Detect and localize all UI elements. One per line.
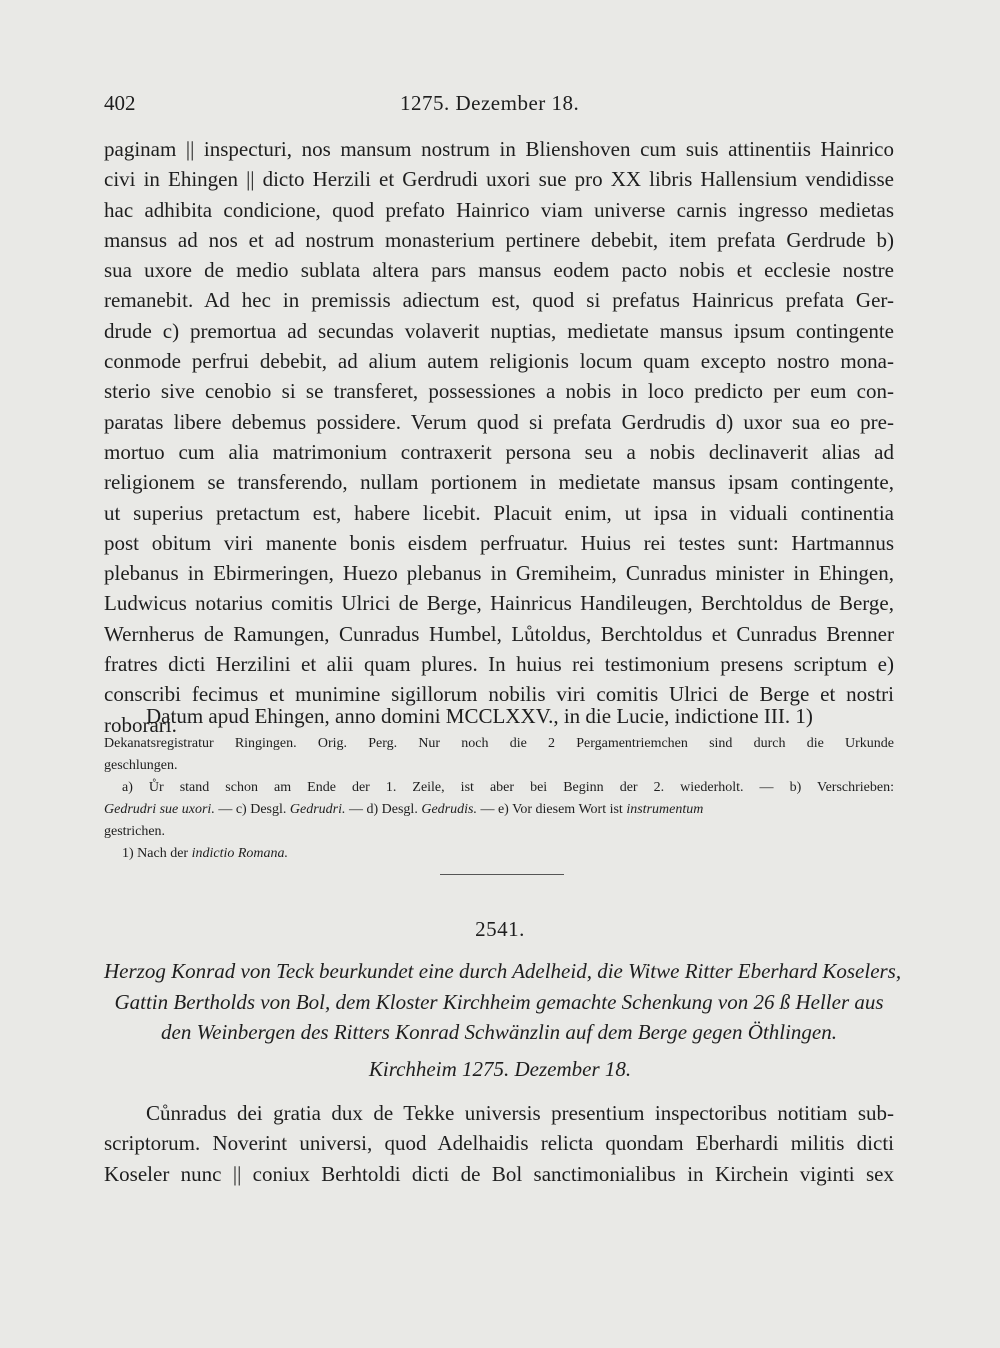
text-line: hac adhibita condicione, quod prefato Hainrico viam universe carnis ingresso medietas (104, 197, 894, 222)
footnote-bcde (104, 799, 894, 821)
text-line: fratres dicti Herzilini et alii quam plures. In huius rei testimonium presens scriptum e) (104, 652, 894, 677)
text-line: sua uxore de medio sublata altera pars mansus eodem pacto nobis et ecclesie nostre (104, 258, 894, 283)
text-line: post obitum viri manente bonis eisdem perfruatur. Huius rei testes sunt: Hartmannus (104, 530, 894, 555)
regest-line: den Weinbergen des Ritters Konrad Schwänzlin auf dem Berge gegen Öthlingen. (161, 1020, 837, 1044)
text-line: Ludwicus notarius comitis Ulrici de Berge, Hainricus Handileugen, Berchtoldus de Berge, (104, 591, 894, 616)
text-line: roborari. (104, 712, 177, 737)
footnote-e-end: gestrichen. (104, 824, 166, 839)
place-date: Kirchheim 1275. Dezember 18. (368, 1057, 632, 1081)
source-note-end: geschlungen. (104, 758, 178, 773)
footnote-1-text: indictio Romana. (191, 846, 289, 861)
footnote-d-label: — d) Desgl. (345, 802, 422, 817)
regest-line: Gattin Bertholds von Bol, dem Kloster Kirchheim gemachte Schenkung von 26 ß Heller aus (114, 989, 884, 1014)
text-line: Koseler nunc || coniux Berhtoldi dicti de Bol sanctimonialibus in Kirchein viginti sex (104, 1161, 894, 1186)
text-line: plebanus in Ebirmeringen, Huezo plebanus in Gremiheim, Cunradus minister in Ehingen, (104, 561, 894, 586)
text-line: remanebit. Ad hec in premissis adiectum est, quod si prefatus Hainricus prefata Ger- (104, 288, 894, 313)
footnote-1-label: 1) Nach der (122, 846, 192, 861)
footnote-d-text: Gedrudis. (421, 802, 477, 817)
text-line: civi in Ehingen || dicto Herzili et Gerdrudi uxori sue pro XX libris Hallensium vendidisse (104, 167, 894, 192)
dating-clause: Datum apud Ehingen, anno domini MCCLXXV., in die Lucie, indictione III. 1) (146, 704, 813, 728)
footnote-e-text: instrumentum (626, 802, 704, 817)
footnotes (104, 733, 894, 865)
footnote-c-label: — c) Desgl. (214, 802, 290, 817)
text-line: conscribi fecimus et munimine sigillorum nobilis viri comitis Ulrici de Berge et nostri (104, 682, 894, 707)
charter-text-2 (104, 1098, 894, 1189)
section-divider (440, 874, 564, 875)
footnote-1 (104, 843, 894, 865)
regest-line: Herzog Konrad von Teck beurkundet eine durch Adelheid, die Witwe Ritter Eberhard Koselers, (104, 959, 902, 983)
text-line: mortuo cum alia matrimonium contraxerit persona seu a nobis declinaverit alias ad (104, 439, 894, 464)
footnote-a: a) Ůr stand schon am Ende der 1. Zeile, ist aber bei Beginn der 2. wiederholt. — b) Verschrieben: (122, 780, 894, 795)
text-line: mansus ad nos et ad nostrum monasterium pertinere debebit, item prefata Gerdrude b) (104, 227, 894, 252)
document-number: 2541. (475, 917, 525, 941)
text-line: conmode perfrui debebit, ad alium autem religionis locum quam excepto nostro mona- (104, 349, 894, 374)
text-line: sterio sive cenobio si se transferet, possessiones a nobis in loco predicto per eum con- (104, 379, 894, 404)
text-line: drude c) premortua ad secundas volaverit nuptias, medietate mansus ipsum contingente (104, 318, 894, 343)
running-title: 1275. Dezember 18. (400, 91, 580, 115)
page-number: 402 (104, 91, 136, 115)
footnote-e-label: — e) Vor diesem Wort ist (476, 802, 627, 817)
text-line: Cůnradus dei gratia dux de Tekke universis presentium inspectoribus notitiam sub- (146, 1101, 894, 1125)
text-line: ut superius pretactum est, habere licebit. Placuit enim, ut ipsa in viduali continentia (104, 500, 894, 525)
charter-text (104, 134, 894, 740)
footnote-b-text: Gedrudri sue uxori. (104, 802, 215, 817)
source-note: Dekanatsregistratur Ringingen. Orig. Perg. Nur noch die 2 Pergamentriemchen sind durch die Urkunde (104, 736, 894, 751)
footnote-c-text: Gedrudri. (289, 802, 346, 817)
text-line: scriptorum. Noverint universi, quod Adelhaidis relicta quondam Eberhardi militis dicti (104, 1131, 894, 1156)
text-line: religionem se transferendo, nullam portionem in medietate mansus ipsam contingente, (104, 470, 894, 495)
regest (104, 956, 902, 1048)
text-line: Wernherus de Ramungen, Cunradus Humbel, Lůtoldus, Berchtoldus et Cunradus Brenner (104, 621, 894, 646)
text-line: paginam || inspecturi, nos mansum nostrum in Blienshoven cum suis attinentiis Hainrico (104, 137, 894, 161)
text-line: paratas libere debemus possidere. Verum quod si prefata Gerdrudis d) uxor sua eo pre- (104, 409, 894, 434)
